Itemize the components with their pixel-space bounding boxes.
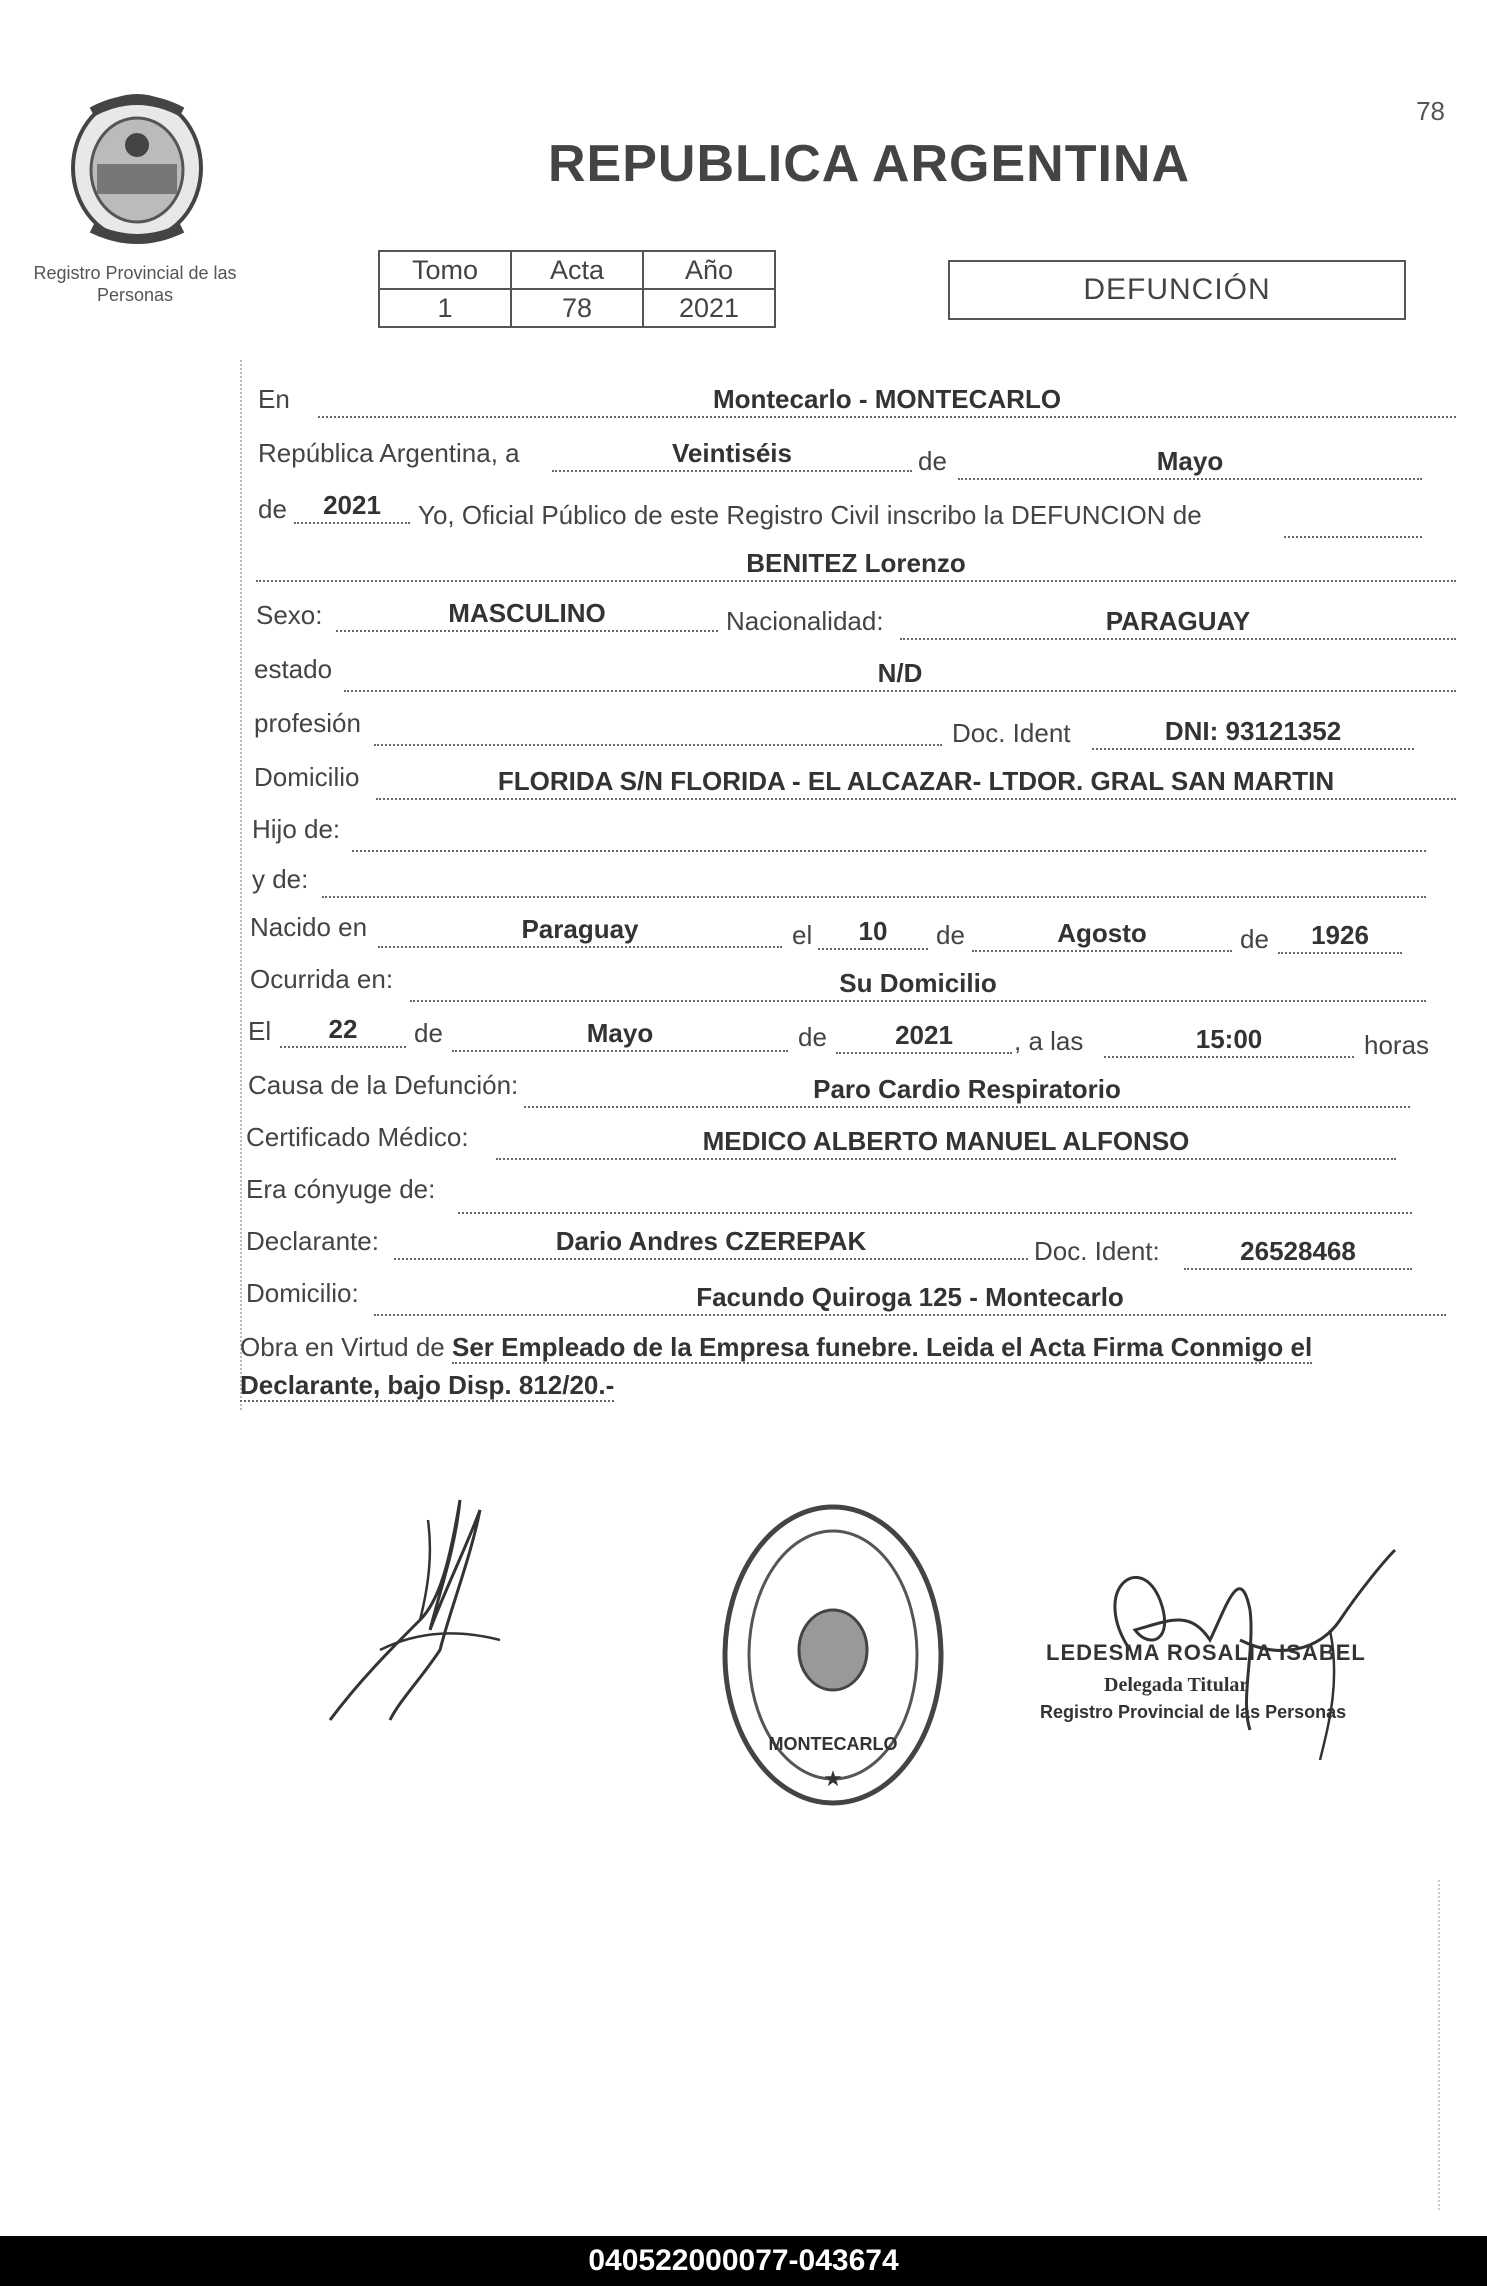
nacionalidad-label: Nacionalidad:: [726, 606, 884, 636]
profesion-value: [374, 712, 942, 746]
estado-label: estado: [254, 654, 333, 684]
doc-ident-label: Doc. Ident: [952, 718, 1071, 748]
tomo-value: 1: [379, 289, 511, 327]
doc-ident-value: DNI: 93121352: [1092, 716, 1414, 750]
province-coat-of-arms-logo: [62, 90, 212, 250]
declarante-signature: [320, 1480, 510, 1730]
def-hora-value: 15:00: [1104, 1024, 1354, 1058]
def-dia-value: 22: [280, 1014, 406, 1048]
obra-en-virtud-value: Ser Empleado de la Empresa funebre. Leida el Acta Firma Conmigo el Declarante, bajo Disp. 812/20.-: [240, 1332, 1313, 1400]
declarante-label: Declarante:: [246, 1226, 379, 1256]
official-name: LEDESMA ROSALIA ISABEL: [1046, 1640, 1366, 1665]
yo-blank: [1284, 504, 1422, 538]
def-anio-value: 2021: [836, 1020, 1012, 1054]
anio-value: 2021: [643, 289, 775, 327]
dia-value: Veintiséis: [552, 438, 912, 472]
conyuge-value: [458, 1180, 1412, 1214]
anio-value: 2021: [294, 490, 410, 524]
declarante-domicilio-value: Facundo Quiroga 125 - Montecarlo: [374, 1282, 1446, 1316]
doc-ident2-label: Doc. Ident:: [1034, 1236, 1160, 1266]
a-las-label: , a las: [1014, 1026, 1084, 1056]
acta-value: 78: [511, 289, 643, 327]
nac-anio-value: 1926: [1278, 920, 1402, 954]
nac-dia-value: 10: [818, 916, 928, 950]
left-margin-line: [240, 360, 242, 1410]
profesion-label: profesión: [254, 708, 361, 738]
seal-city: MONTECARLO: [768, 1734, 898, 1754]
ocurrida-en-value: Su Domicilio: [410, 968, 1426, 1002]
obra-en-virtud-label: Obra en Virtud de: [240, 1332, 445, 1362]
registry-seal: [718, 1500, 948, 1810]
document-type-box: DEFUNCIÓN: [948, 260, 1406, 320]
causa-label: Causa de la Defunción:: [248, 1070, 519, 1100]
declarante-doc-value: 26528468: [1184, 1236, 1412, 1270]
official-org: Registro Provincial de las Personas: [1040, 1702, 1347, 1722]
record-value-row: [379, 289, 775, 327]
sexo-label: Sexo:: [256, 600, 323, 630]
domicilio-value: FLORIDA S/N FLORIDA - EL ALCAZAR- LTDOR. GRAL SAN MARTIN: [376, 766, 1456, 800]
svg-text:★: ★: [823, 1766, 843, 1791]
domicilio-label: Domicilio: [254, 762, 360, 792]
def-mes-value: Mayo: [452, 1018, 788, 1052]
estado-value: N/D: [344, 658, 1456, 692]
causa-value: Paro Cardio Respiratorio: [524, 1074, 1410, 1108]
nacido-en-value: Paraguay: [378, 914, 782, 948]
obra-en-virtud-paragraph: [240, 1328, 1440, 1404]
de-label-3: de: [936, 920, 965, 950]
domicilio2-label: Domicilio:: [246, 1278, 359, 1308]
certificado-value: MEDICO ALBERTO MANUEL ALFONSO: [496, 1126, 1396, 1160]
yo-text: Yo, Oficial Público de este Registro Civil inscribo la DEFUNCION de: [418, 500, 1202, 530]
page-number: 78: [1416, 96, 1445, 126]
republica-label: República Argentina, a: [258, 438, 520, 468]
nac-mes-value: Agosto: [972, 918, 1232, 952]
anio-header: Año: [643, 251, 775, 289]
record-table: [378, 250, 776, 328]
certificado-label: Certificado Médico:: [246, 1122, 469, 1152]
de-label-4: de: [1240, 924, 1269, 954]
mes-value: Mayo: [958, 446, 1422, 480]
y-de-label: y de:: [252, 864, 309, 894]
footer-code-bar: 040522000077-043674: [0, 2236, 1487, 2286]
official-role: Delegada Titular: [1104, 1674, 1249, 1696]
de-label-1: de: [918, 446, 947, 476]
registry-name: Registro Provincial de las Personas: [33, 263, 237, 305]
right-margin-line: [1438, 1880, 1440, 2210]
nacionalidad-value: PARAGUAY: [900, 606, 1456, 640]
declarante-value: Dario Andres CZEREPAK: [394, 1226, 1028, 1260]
en-label: En: [258, 384, 290, 414]
hijo-de-value: [352, 818, 1426, 852]
acta-header: Acta: [511, 251, 643, 289]
lugar-value: Montecarlo - MONTECARLO: [318, 384, 1456, 418]
record-header-row: [379, 251, 775, 289]
ocurrida-en-label: Ocurrida en:: [250, 964, 394, 994]
de-label-6: de: [798, 1022, 827, 1052]
nombre-value: BENITEZ Lorenzo: [256, 548, 1456, 582]
el-label: el: [792, 920, 813, 950]
y-de-value: [322, 864, 1426, 898]
sexo-value: MASCULINO: [336, 598, 718, 632]
de-label-2: de: [258, 494, 287, 524]
nacido-en-label: Nacido en: [250, 912, 368, 942]
document-title: REPUBLICA ARGENTINA: [548, 135, 1191, 193]
de-label-5: de: [414, 1018, 443, 1048]
el-cap-label: El: [248, 1016, 272, 1046]
tomo-header: Tomo: [379, 251, 511, 289]
hijo-de-label: Hijo de:: [252, 814, 341, 844]
horas-label: horas: [1364, 1030, 1430, 1060]
conyuge-label: Era cónyuge de:: [246, 1174, 436, 1204]
